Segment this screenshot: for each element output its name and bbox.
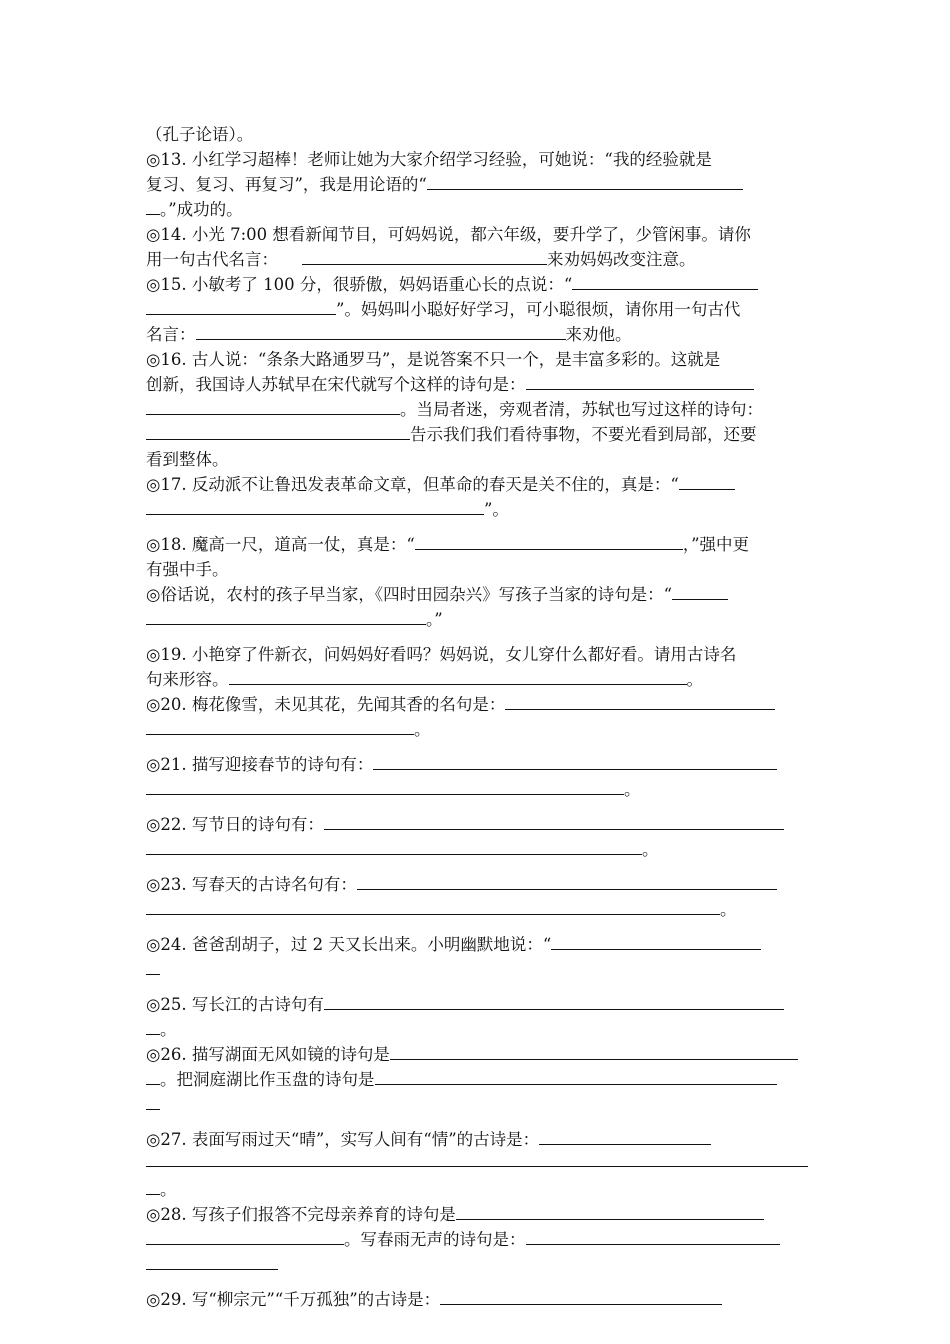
answer-blank[interactable]	[146, 300, 336, 315]
question-19: ◎19. 小艳穿了件新衣，问妈妈好看吗？妈妈说，女儿穿什么都好看。请用古诗名	[146, 645, 737, 664]
question-unnumbered: ◎俗话说，农村的孩子早当家，《四时田园杂兴》写孩子当家的诗句是：“	[146, 582, 808, 607]
question-17: ◎17. 反动派不让鲁迅发表革命文章，但革命的春天是关不住的，真是：“	[146, 472, 808, 497]
line-0	[146, 122, 808, 147]
question-16: ◎16. 古人说：“条条大路通罗马”，是说答案不只一个，是丰富多彩的。这就是	[146, 350, 721, 369]
worksheet-page: （孔子论语）。 ◎13. 小红学习超棒！老师让她为大家介绍学习经验，可她说：“我的经验就是 复习、复习、再复习”，我是用论语的“ 。”成功的。 ◎14. 小光 7:00 想看新闻节目，可妈妈说，都六年级，要升学了，少管闲事。请你 用一句古代名言： 来劝妈妈改变注意。 ◎15. 小敏考了 100 分，很骄傲，妈妈语重心长的点说：“ ”。妈妈叫小聪好好学习，可小聪很烦，请你用一句古代 名言： 来劝他。 ◎16. 古人说：“条条大路通罗马”，是说答案不只一个，是丰富多彩的。这就是 创新，我国诗人苏轼早在宋代就写个这样的诗句是： 。当局者迷，旁观者清，苏轼也写过这样的诗句： 告示我们我们看待事物，不要光看到局部，还要 看到整体。 ◎17. 反动派不让鲁迅发表革命文章，但革命的春天是关不住的，真是：“ ”。 ◎18. 魔高一尺，道高一仗，真是：“ ，”强中更 有强中手。 ◎俗话说，农村的孩子早当家，《四时田园杂兴》写孩子当家的诗句是：“ 。” ◎19. 小艳穿了件新衣，问妈妈好看吗？妈妈说，女儿穿什么都好看。请用古诗名 句来形容。 。 ◎20. 梅花像雪，未见其花，先闻其香的名句是： 。 ◎21. 描写迎接春节的诗句有： 。 ◎22. 写节日的诗句有： 。 ◎23. 写春天的古诗名句有： 。 ◎24. 爸爸刮胡子，过 2 天又长出来。小明幽默地说：“ ◎25. 写长江的古诗句有 。 ◎26. 描写湖面无风如镜的诗句是 。把洞庭湖比作玉盘的诗句是 ◎27. 表面写雨过天“晴”，实写人间有“情”的古诗是： 。 ◎28. 写孩子们报答不完母亲养育的诗句是 。写春雨无声的诗句是： ◎29. 写“柳宗元”“千万孤独”的古诗是：	[146, 122, 808, 1312]
answer-blank[interactable]	[146, 1255, 278, 1270]
answer-blank[interactable]	[146, 425, 410, 440]
question-14: ◎14. 小光 7:00 想看新闻节目，可妈妈说，都六年级，要升学了，少管闲事。请你	[146, 225, 751, 244]
answer-blank[interactable]	[375, 1070, 777, 1085]
answer-blank[interactable]	[146, 1070, 160, 1085]
answer-blank[interactable]	[539, 1130, 711, 1145]
answer-blank[interactable]	[302, 250, 547, 265]
answer-blank[interactable]	[146, 840, 642, 855]
answer-blank[interactable]	[415, 535, 683, 550]
answer-blank[interactable]	[146, 500, 484, 515]
answer-blank[interactable]	[505, 695, 775, 710]
question-15: ◎15. 小敏考了 100 分，很骄傲，妈妈语重心长的点说：“	[146, 272, 808, 297]
question-23: ◎23. 写春天的古诗名句有：	[146, 872, 808, 897]
question-28: ◎28. 写孩子们报答不完母亲养育的诗句是	[146, 1202, 808, 1227]
question-20: ◎20. 梅花像雪，未见其花，先闻其香的名句是：	[146, 692, 808, 717]
answer-blank[interactable]	[146, 960, 160, 975]
answer-blank[interactable]	[196, 325, 566, 340]
answer-blank[interactable]	[146, 200, 160, 215]
answer-blank[interactable]	[526, 375, 754, 390]
question-25: ◎25. 写长江的古诗句有	[146, 992, 808, 1017]
answer-blank[interactable]	[146, 1152, 808, 1167]
answer-blank[interactable]	[679, 475, 735, 490]
question-27: ◎27. 表面写雨过天“晴”，实写人间有“情”的古诗是：	[146, 1127, 808, 1152]
answer-blank[interactable]	[440, 1290, 722, 1305]
question-29: ◎29. 写“柳宗元”“千万孤独”的古诗是：	[146, 1287, 808, 1312]
text-line: （孔子论语）。	[146, 125, 254, 144]
answer-blank[interactable]	[146, 610, 426, 625]
question-24: ◎24. 爸爸刮胡子，过 2 天又长出来。小明幽默地说：“	[146, 932, 808, 957]
answer-blank[interactable]	[146, 1230, 344, 1245]
answer-blank[interactable]	[672, 585, 728, 600]
question-18: ◎18. 魔高一尺，道高一仗，真是：“ ，”强中更	[146, 535, 750, 554]
answer-blank[interactable]	[456, 1205, 764, 1220]
answer-blank[interactable]	[390, 1045, 798, 1060]
question-13: ◎13. 小红学习超棒！老师让她为大家介绍学习经验，可她说：“我的经验就是	[146, 150, 712, 169]
answer-blank[interactable]	[526, 1230, 780, 1245]
answer-blank[interactable]	[146, 1180, 160, 1195]
answer-blank[interactable]	[146, 1020, 160, 1035]
question-26: ◎26. 描写湖面无风如镜的诗句是	[146, 1042, 808, 1067]
answer-blank[interactable]	[146, 780, 624, 795]
answer-blank[interactable]	[572, 275, 758, 290]
question-22: ◎22. 写节日的诗句有：	[146, 812, 808, 837]
answer-blank[interactable]	[324, 995, 784, 1010]
answer-blank[interactable]	[146, 720, 414, 735]
answer-blank[interactable]	[427, 175, 743, 190]
answer-blank[interactable]	[146, 400, 400, 415]
answer-blank[interactable]	[146, 1095, 160, 1110]
answer-blank[interactable]	[146, 900, 720, 915]
answer-blank[interactable]	[373, 755, 777, 770]
answer-blank[interactable]	[324, 815, 784, 830]
answer-blank[interactable]	[551, 935, 761, 950]
question-21: ◎21. 描写迎接春节的诗句有：	[146, 752, 808, 777]
answer-blank[interactable]	[357, 875, 777, 890]
answer-blank[interactable]	[229, 670, 687, 685]
